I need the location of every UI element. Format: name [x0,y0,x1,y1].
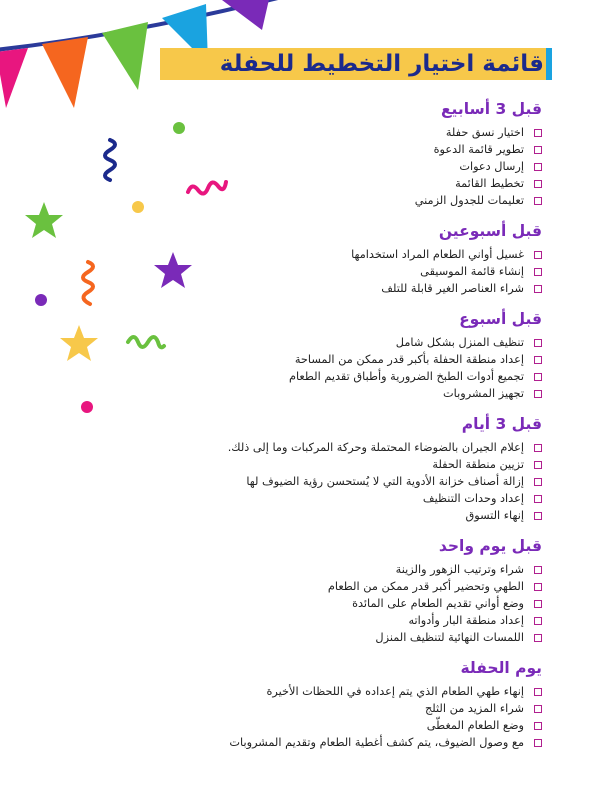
purple-dot [35,294,47,306]
checklist-item [182,629,542,646]
checklist-item [182,700,542,717]
checklist-item-text: تجميع أدوات الطبخ الضرورية وأطباق تقديم الطعام [289,370,524,383]
checklist-item [182,683,542,700]
checklist-item [182,385,542,402]
checkbox[interactable] [534,146,542,154]
checklist-item [182,334,542,351]
checklist-item [182,280,542,297]
checkbox[interactable] [534,285,542,293]
page-title: قائمة اختيار التخطيط للحفلة [219,51,544,77]
checklist-item-text: إرسال دعوات [459,160,524,173]
checklist-section [182,220,542,297]
section-title: قبل أسبوعين [438,222,542,240]
checklist-items [182,124,542,209]
checklist-item-text: إعداد وحدات التنظيف [422,492,524,505]
checklist [182,98,542,762]
magenta-dot [81,401,93,413]
checkbox[interactable] [534,390,542,398]
bunting-flag-orange [42,37,88,108]
green-streamer [128,337,164,347]
checklist-item-text: شراء العناصر الغير قابلة للتلف [381,282,524,295]
checkbox[interactable] [534,478,542,486]
checkbox[interactable] [534,339,542,347]
checkbox[interactable] [534,739,542,747]
checklist-item [182,612,542,629]
checklist-item [182,158,542,175]
checklist-item-text: وضع أواني تقديم الطعام على المائدة [352,597,524,610]
checklist-item [182,578,542,595]
section-title: قبل 3 أيام [461,415,542,433]
yellow-dot [132,201,144,213]
checklist-item [182,246,542,263]
checkbox[interactable] [534,461,542,469]
checklist-item-text: إنشاء قائمة الموسيقى [420,265,524,278]
checklist-item-text: شراء المزيد من الثلج [424,702,524,715]
checkbox[interactable] [534,373,542,381]
checklist-item-text: مع وصول الضيوف، يتم كشف أغطية الطعام وتقديم المشروبات [229,736,524,749]
checkbox[interactable] [534,512,542,520]
checkbox[interactable] [534,180,542,188]
section-title: قبل يوم واحد [438,537,542,555]
checklist-item [182,490,542,507]
checklist-item-text: اللمسات النهائية لتنظيف المنزل [375,631,524,644]
checkbox[interactable] [534,566,542,574]
checklist-item [182,141,542,158]
checklist-section [182,98,542,209]
checklist-item [182,439,542,456]
checklist-item [182,595,542,612]
checklist-item-text: إنهاء التسوق [465,509,524,522]
checkbox[interactable] [534,688,542,696]
checklist-item [182,368,542,385]
checklist-items [182,439,542,524]
checklist-item-text: إنهاء طهي الطعام الذي يتم إعداده في اللحظات الأخيرة [266,685,524,698]
checkbox[interactable] [534,197,542,205]
checklist-item-text: إعداد منطقة البار وأدواته [408,614,524,627]
checklist-items [182,246,542,297]
title-accent [546,48,552,80]
checkbox[interactable] [534,705,542,713]
checklist-item [182,473,542,490]
checklist-item-text: تنظيف المنزل بشكل شامل [395,336,524,349]
checklist-item-text: إعلام الجيران بالضوضاء المحتملة وحركة المركبات وما إلى ذلك. [227,441,524,454]
checklist-item-text: تخطيط القائمة [455,177,524,190]
checklist-item [182,734,542,751]
checklist-item-text: اختيار نسق حفلة [445,126,524,139]
checklist-item [182,561,542,578]
checkbox[interactable] [534,722,542,730]
checkbox[interactable] [534,129,542,137]
checklist-items [182,683,542,751]
blue-streamer [105,140,115,180]
checklist-item-text: تجهيز المشروبات [443,387,524,400]
bunting-flag-magenta [0,48,28,108]
checklist-item [182,175,542,192]
checklist-item-text: إعداد منطقة الحفلة بأكبر قدر ممكن من المساحة [294,353,524,366]
checklist-item-text: غسيل أواني الطعام المراد استخدامها [351,248,524,261]
green-star-icon [25,202,63,238]
checklist-item-text: الطهي وتحضير أكبر قدر ممكن من الطعام [327,580,524,593]
checklist-item-text: تطوير قائمة الدعوة [433,143,524,156]
checklist-item [182,507,542,524]
checkbox[interactable] [534,600,542,608]
checklist-section [182,535,542,646]
checklist-item [182,124,542,141]
checkbox[interactable] [534,444,542,452]
checklist-item-text: شراء وترتيب الزهور والزينة [395,563,524,576]
section-title: قبل أسبوع [459,310,542,328]
checkbox[interactable] [534,617,542,625]
checklist-item-text: تعليمات للجدول الزمني [414,194,524,207]
section-title: قبل 3 أسابيع [440,100,542,118]
checklist-items [182,334,542,402]
bunting-flag-purple [222,0,270,30]
checkbox[interactable] [534,251,542,259]
checkbox[interactable] [534,163,542,171]
checklist-item [182,263,542,280]
checklist-item [182,456,542,473]
checkbox[interactable] [534,268,542,276]
checklist-items [182,561,542,646]
checkbox[interactable] [534,356,542,364]
bunting-flag-green [102,22,148,90]
checklist-item-text: إزالة أصناف خزانة الأدوية التي لا يُستحسن رؤية الضيوف لها [246,475,524,488]
checkbox[interactable] [534,583,542,591]
checkbox[interactable] [534,495,542,503]
checklist-section [182,657,542,751]
checklist-item [182,192,542,209]
checklist-section [182,308,542,402]
checklist-item-text: وضع الطعام المغطّى [426,719,524,732]
yellow-star-icon [60,325,98,361]
checklist-section [182,413,542,524]
checkbox[interactable] [534,634,542,642]
checklist-item-text: تزيين منطقة الحفلة [432,458,524,471]
checklist-item [182,717,542,734]
checklist-item [182,351,542,368]
orange-streamer [83,262,93,304]
section-title: يوم الحفلة [460,659,542,677]
